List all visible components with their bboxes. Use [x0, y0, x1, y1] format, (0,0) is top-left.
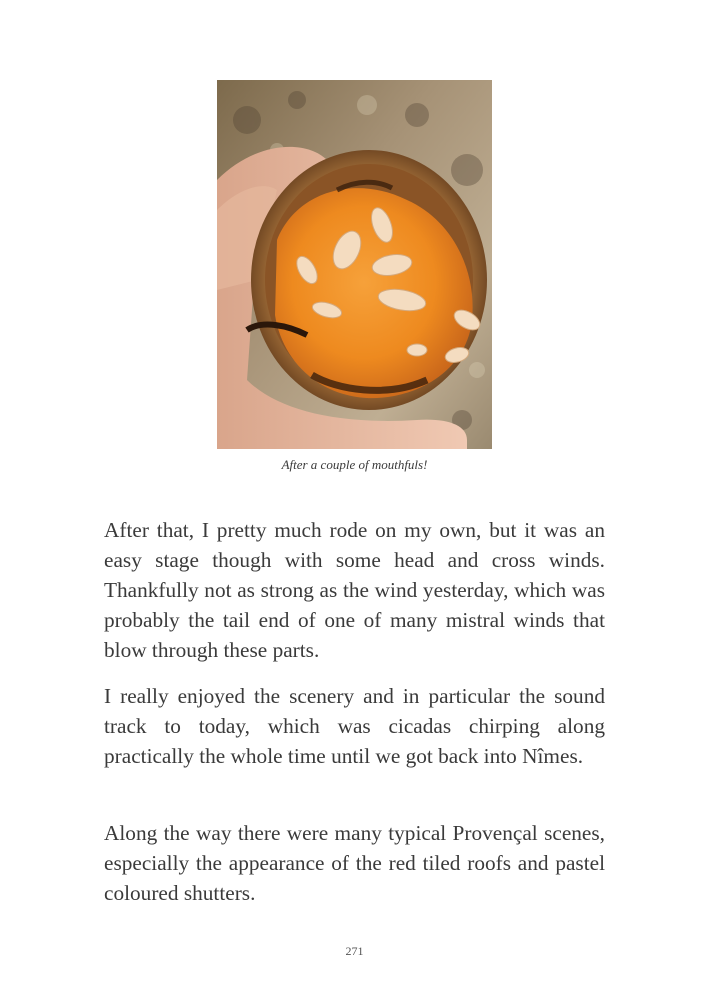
photo-caption: After a couple of mouthfuls!: [281, 457, 428, 472]
body-paragraph-3: Along the way there were many typical Provençal scenes, especially the appearance of the red tiled roofs and pastel coloured shutters.: [104, 821, 605, 905]
body-paragraph-2: I really enjoyed the scenery and in particular the sound track to today, which was cicadas chirping along practically the whole time until we got back into Nîmes.: [104, 684, 605, 768]
body-paragraph-1: After that, I pretty much rode on my own, but it was an easy stage though with some head and cross winds. Thankfully not as strong as the wind yesterday, which was probably the tail end of one of many mistral winds that blow through these parts.: [104, 518, 605, 662]
page-number: 271: [345, 944, 364, 958]
apricot-tart-photo: [217, 80, 492, 449]
